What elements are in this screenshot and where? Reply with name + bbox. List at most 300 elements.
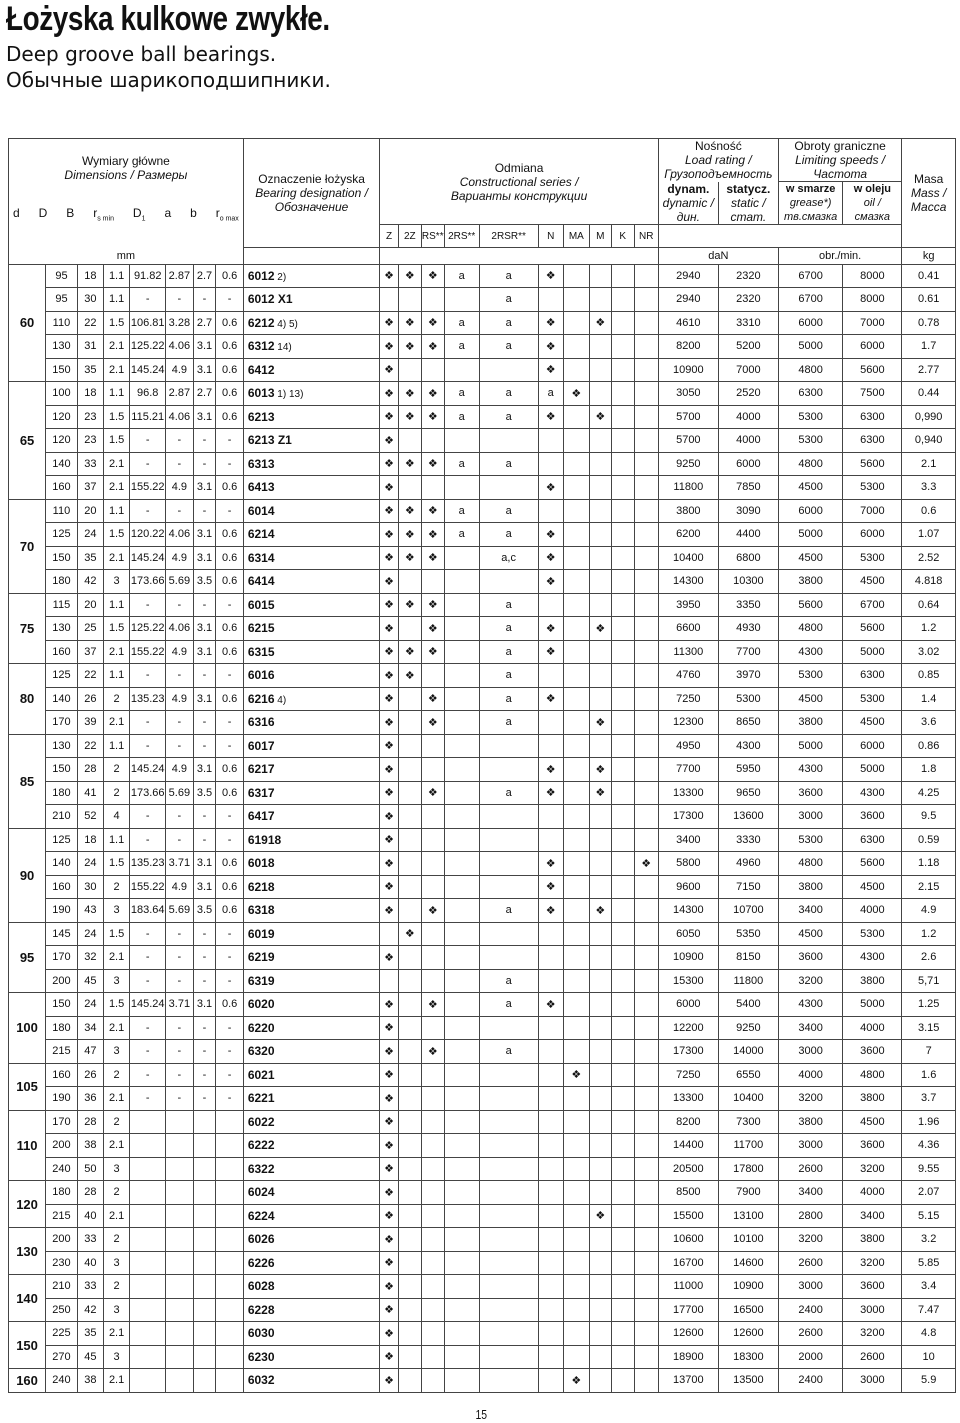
variant-cell: a xyxy=(479,311,538,335)
designation-note: 1) 13) xyxy=(274,389,304,401)
dim-b-cell: - xyxy=(193,828,216,852)
available-mark-icon: ❖ xyxy=(421,993,444,1017)
table-row xyxy=(9,1204,956,1228)
mass-cell: 3.7 xyxy=(902,1087,956,1111)
dim-b-cell: 28 xyxy=(77,1110,103,1134)
stat-cell: 4960 xyxy=(718,852,778,876)
dim-a-cell: - xyxy=(166,452,193,476)
dyn-cell: 3950 xyxy=(658,593,718,617)
dim-r-cell: 1.1 xyxy=(103,499,129,523)
variant-cell xyxy=(538,1298,563,1322)
dim-r-cell: 2 xyxy=(103,1275,129,1299)
dim-r-cell: 2.1 xyxy=(103,476,129,500)
dim-d1-cell xyxy=(130,1110,166,1134)
dim-a-cell: 4.06 xyxy=(166,335,193,359)
oil-cell: 4000 xyxy=(843,1016,902,1040)
variant-cell xyxy=(611,875,634,899)
grease-cell: 3800 xyxy=(778,875,842,899)
designation-code: 6015 xyxy=(247,597,275,612)
dim-d-cell: 125 xyxy=(46,523,78,547)
dim-d-cell: 210 xyxy=(46,805,78,829)
available-mark-icon: ❖ xyxy=(398,264,421,288)
designation-cell xyxy=(243,311,380,335)
oil-cell: 5000 xyxy=(843,640,902,664)
variant-cell xyxy=(479,1298,538,1322)
variant-cell xyxy=(398,1251,421,1275)
designation-cell xyxy=(243,570,380,594)
mass-cell: 4.36 xyxy=(902,1134,956,1158)
dim-a-cell: - xyxy=(166,969,193,993)
variant-cell xyxy=(538,1016,563,1040)
dim-b-cell: 23 xyxy=(77,429,103,453)
variant-cell xyxy=(589,1157,611,1181)
variant-cell xyxy=(563,335,589,359)
available-mark-icon: ❖ xyxy=(589,758,611,782)
dim-d-cell: 160 xyxy=(46,875,78,899)
variant-cell xyxy=(634,1345,658,1369)
dim-ro-cell xyxy=(216,1157,243,1181)
dim-d1-cell: - xyxy=(130,922,166,946)
speed-title: Obroty graniczne xyxy=(794,139,886,153)
dim-d1-cell: 106.81 xyxy=(130,311,166,335)
variant-cell xyxy=(563,852,589,876)
variant-cell xyxy=(634,499,658,523)
mass-cell: 2.52 xyxy=(902,546,956,570)
variant-cell xyxy=(398,734,421,758)
dim-r-cell: 2 xyxy=(103,875,129,899)
dim-d-cell: 170 xyxy=(46,711,78,735)
variant-cell xyxy=(563,687,589,711)
variant-cell xyxy=(398,1134,421,1158)
variant-cell xyxy=(563,1087,589,1111)
grease-cell: 4800 xyxy=(778,452,842,476)
variant-cell xyxy=(444,687,479,711)
dyn-cell: 6200 xyxy=(658,523,718,547)
dyn-cell: 4950 xyxy=(658,734,718,758)
designation-cell xyxy=(243,523,380,547)
variant-cell xyxy=(589,1040,611,1064)
variant-cell xyxy=(421,946,444,970)
stat-cell: 5950 xyxy=(718,758,778,782)
oil-cell: 4000 xyxy=(843,899,902,923)
unit-dan: daN xyxy=(658,248,778,265)
variant-cell xyxy=(611,570,634,594)
dim-ro-cell: - xyxy=(216,1063,243,1087)
variant-cell xyxy=(538,1204,563,1228)
dim-a-cell: 4.9 xyxy=(166,758,193,782)
variant-cell xyxy=(563,1251,589,1275)
available-mark-icon: ❖ xyxy=(538,852,563,876)
dim-b-cell: 38 xyxy=(77,1134,103,1158)
variant-cell xyxy=(421,288,444,312)
dim-a-cell: 4.9 xyxy=(166,546,193,570)
dim-d1-cell: - xyxy=(130,969,166,993)
oil-cell: 5600 xyxy=(843,617,902,641)
variant-cell xyxy=(398,1087,421,1111)
grease-cell: 5000 xyxy=(778,523,842,547)
designation-code: 61918 xyxy=(247,832,282,847)
speed-ru: Частота xyxy=(813,167,868,181)
dim-r-cell: 2.1 xyxy=(103,946,129,970)
variant-cell xyxy=(634,1369,658,1393)
dim-b-cell xyxy=(193,1298,216,1322)
available-mark-icon: ❖ xyxy=(421,546,444,570)
mass-cell: 0.78 xyxy=(902,311,956,335)
variant-cell xyxy=(398,476,421,500)
variant-cell xyxy=(589,1322,611,1346)
mass-cell: 5,71 xyxy=(902,969,956,993)
designation-code: 6213 Z1 xyxy=(247,433,292,448)
col-D: D xyxy=(38,206,48,221)
available-mark-icon: ❖ xyxy=(380,1134,399,1158)
variant-cell xyxy=(538,711,563,735)
bore-diameter-cell: 85 xyxy=(9,734,46,828)
bearings-table xyxy=(8,138,956,1393)
stat-cell: 11800 xyxy=(718,969,778,993)
grease-cell: 3600 xyxy=(778,781,842,805)
table-row xyxy=(9,358,956,382)
table-row xyxy=(9,546,956,570)
available-mark-icon: ❖ xyxy=(398,311,421,335)
dim-r-cell: 1.1 xyxy=(103,288,129,312)
variant-cell xyxy=(479,1016,538,1040)
dim-r-cell: 3 xyxy=(103,570,129,594)
unit-speed: obr./min. xyxy=(778,248,901,265)
stat-cell: 2320 xyxy=(718,264,778,288)
variant-cell xyxy=(611,499,634,523)
stat-cell: 14000 xyxy=(718,1040,778,1064)
dim-b-cell: 37 xyxy=(77,640,103,664)
dim-r-cell: 3 xyxy=(103,969,129,993)
available-mark-icon: ❖ xyxy=(563,382,589,406)
dim-ro-cell: - xyxy=(216,1040,243,1064)
variant-col-6: MA xyxy=(563,225,589,248)
available-mark-icon: ❖ xyxy=(380,1157,399,1181)
variant-cell xyxy=(563,593,589,617)
variant-cell xyxy=(421,1134,444,1158)
mass-cell: 1.07 xyxy=(902,523,956,547)
dim-r-cell: 2 xyxy=(103,1110,129,1134)
variant-cell xyxy=(634,1063,658,1087)
variant-cell xyxy=(611,1110,634,1134)
available-mark-icon: ❖ xyxy=(589,711,611,735)
dim-b-cell: 22 xyxy=(77,664,103,688)
available-mark-icon: ❖ xyxy=(398,664,421,688)
stat-header: statycz. static / стат. xyxy=(718,182,778,225)
variant-cell xyxy=(380,922,399,946)
designation-cell xyxy=(243,476,380,500)
dim-r-cell: 3 xyxy=(103,1157,129,1181)
variant-cell xyxy=(634,523,658,547)
available-mark-icon: ❖ xyxy=(380,264,399,288)
available-mark-icon: ❖ xyxy=(398,922,421,946)
table-row xyxy=(9,335,956,359)
dim-b-cell: 39 xyxy=(77,711,103,735)
variant-cell xyxy=(611,1087,634,1111)
dim-r-cell: 1.5 xyxy=(103,852,129,876)
dyn-cell: 10900 xyxy=(658,946,718,970)
dim-a-cell: - xyxy=(166,828,193,852)
variant-cell: a xyxy=(479,617,538,641)
designation-cell xyxy=(243,1040,380,1064)
variant-cell xyxy=(398,1181,421,1205)
variant-cell xyxy=(589,570,611,594)
variant-cell xyxy=(634,476,658,500)
dim-ro-cell: 0.6 xyxy=(216,617,243,641)
variant-cell xyxy=(563,1345,589,1369)
variant-col-5: N xyxy=(538,225,563,248)
oil-cell: 5000 xyxy=(843,758,902,782)
variant-cell xyxy=(611,452,634,476)
available-mark-icon: ❖ xyxy=(380,523,399,547)
stat-cell: 10400 xyxy=(718,1087,778,1111)
designation-cell xyxy=(243,993,380,1017)
variant-cell xyxy=(444,1275,479,1299)
dim-d1-cell: 96.8 xyxy=(130,382,166,406)
variant-cell xyxy=(538,1040,563,1064)
dim-a-cell: 4.9 xyxy=(166,476,193,500)
variant-cell xyxy=(611,1204,634,1228)
oil-cell: 4500 xyxy=(843,711,902,735)
table-row xyxy=(9,523,956,547)
dim-b-cell: 3.1 xyxy=(193,852,216,876)
dim-b-cell: 3.1 xyxy=(193,476,216,500)
dim-b-cell: 43 xyxy=(77,899,103,923)
grease-cell: 3000 xyxy=(778,1275,842,1299)
available-mark-icon: ❖ xyxy=(380,593,399,617)
designation-code: 6216 xyxy=(247,691,275,706)
bore-diameter-cell: 95 xyxy=(9,922,46,993)
dim-b-cell: 35 xyxy=(77,546,103,570)
oil-cell: 5600 xyxy=(843,852,902,876)
dim-a-cell: - xyxy=(166,499,193,523)
dim-b-cell: 23 xyxy=(77,405,103,429)
dim-d1-cell xyxy=(130,1181,166,1205)
variant-cell xyxy=(398,288,421,312)
variant-cell xyxy=(634,617,658,641)
stat-cell: 11700 xyxy=(718,1134,778,1158)
dim-r-cell: 3 xyxy=(103,1040,129,1064)
dim-a-cell xyxy=(166,1228,193,1252)
available-mark-icon: ❖ xyxy=(538,335,563,359)
stat-cell: 5400 xyxy=(718,993,778,1017)
table-row xyxy=(9,405,956,429)
dim-ro-cell: 0.6 xyxy=(216,405,243,429)
stat-cell: 5300 xyxy=(718,687,778,711)
variant-cell xyxy=(634,993,658,1017)
variant-cell xyxy=(398,993,421,1017)
variant-cell xyxy=(538,1134,563,1158)
designation-title: Oznaczenie łożyska xyxy=(258,172,365,186)
variant-cell xyxy=(589,1063,611,1087)
designation-cell xyxy=(243,1016,380,1040)
oil-cell: 5600 xyxy=(843,358,902,382)
available-mark-icon: ❖ xyxy=(398,546,421,570)
dim-r-cell: 2.1 xyxy=(103,1322,129,1346)
dim-ro-cell: 0.6 xyxy=(216,875,243,899)
variant-cell: a xyxy=(444,264,479,288)
grease-cell: 5600 xyxy=(778,593,842,617)
dim-ro-cell: - xyxy=(216,946,243,970)
variant-cell: a xyxy=(479,899,538,923)
available-mark-icon: ❖ xyxy=(538,993,563,1017)
table-row xyxy=(9,922,956,946)
variant-cell xyxy=(538,1157,563,1181)
dyn-cell: 7250 xyxy=(658,687,718,711)
mass-cell: 4.818 xyxy=(902,570,956,594)
page-subtitle-en: Deep groove ball bearings. xyxy=(6,42,277,66)
oil-cell: 5000 xyxy=(843,993,902,1017)
mass-cell: 3.15 xyxy=(902,1016,956,1040)
dyn-cell: 6050 xyxy=(658,922,718,946)
available-mark-icon: ❖ xyxy=(398,452,421,476)
dim-ro-cell: - xyxy=(216,734,243,758)
dim-r-cell: 2.1 xyxy=(103,546,129,570)
dim-d-cell: 150 xyxy=(46,758,78,782)
variant-cell xyxy=(538,1369,563,1393)
available-mark-icon: ❖ xyxy=(563,1063,589,1087)
variant-cell: a xyxy=(444,452,479,476)
dim-a-cell: - xyxy=(166,288,193,312)
designation-cell xyxy=(243,969,380,993)
oil-cell: 3000 xyxy=(843,1298,902,1322)
dim-a-cell: 5.69 xyxy=(166,570,193,594)
dim-a-cell: - xyxy=(166,805,193,829)
variant-cell xyxy=(611,687,634,711)
dim-b-cell: - xyxy=(193,1016,216,1040)
designation-cell xyxy=(243,1369,380,1393)
col-D1: $D_1$ xyxy=(132,206,146,223)
dim-d1-cell xyxy=(130,1345,166,1369)
dim-b-cell: 45 xyxy=(77,969,103,993)
variant-cell xyxy=(563,264,589,288)
dim-ro-cell xyxy=(216,1322,243,1346)
designation-code: 6224 xyxy=(247,1208,275,1223)
stat-cell: 7900 xyxy=(718,1181,778,1205)
variant-cell xyxy=(563,993,589,1017)
dim-d-cell: 170 xyxy=(46,1110,78,1134)
dim-d1-cell: - xyxy=(130,946,166,970)
dyn-cell: 13300 xyxy=(658,781,718,805)
dim-ro-cell: 0.6 xyxy=(216,335,243,359)
variant-cell xyxy=(589,875,611,899)
dyn-cell: 10400 xyxy=(658,546,718,570)
variant-cell xyxy=(589,476,611,500)
table-row xyxy=(9,711,956,735)
dim-b-cell: 24 xyxy=(77,523,103,547)
dim-b-cell: - xyxy=(193,946,216,970)
variant-cell: a xyxy=(538,382,563,406)
dim-r-cell: 1.5 xyxy=(103,311,129,335)
grease-cell: 4300 xyxy=(778,640,842,664)
available-mark-icon: ❖ xyxy=(380,499,399,523)
bore-diameter-cell: 105 xyxy=(9,1063,46,1110)
variant-cell xyxy=(538,452,563,476)
dim-ro-cell: - xyxy=(216,288,243,312)
bore-diameter-cell: 75 xyxy=(9,593,46,664)
variant-cell xyxy=(479,828,538,852)
dim-d1-cell: 173.66 xyxy=(130,570,166,594)
dim-ro-cell xyxy=(216,1369,243,1393)
mass-cell: 1.4 xyxy=(902,687,956,711)
table-row xyxy=(9,781,956,805)
dim-r-cell: 1.5 xyxy=(103,617,129,641)
available-mark-icon: ❖ xyxy=(380,1298,399,1322)
dim-d1-cell: - xyxy=(130,1040,166,1064)
dim-a-cell: - xyxy=(166,1087,193,1111)
designation-cell xyxy=(243,1345,380,1369)
variant-cell xyxy=(611,288,634,312)
speed-header xyxy=(778,139,901,182)
col-B: B xyxy=(66,206,75,221)
dyn-cell: 8200 xyxy=(658,1110,718,1134)
dim-b-cell: 47 xyxy=(77,1040,103,1064)
variant-cell xyxy=(444,734,479,758)
variant-cell xyxy=(398,828,421,852)
variant-cell xyxy=(479,1134,538,1158)
available-mark-icon: ❖ xyxy=(538,899,563,923)
dim-a-cell: - xyxy=(166,664,193,688)
dim-b-cell: 24 xyxy=(77,852,103,876)
stat-cell: 14600 xyxy=(718,1251,778,1275)
mass-en: Mass / xyxy=(910,186,947,200)
dim-d-cell: 180 xyxy=(46,1016,78,1040)
dim-r-cell: 2 xyxy=(103,1228,129,1252)
dim-ro-cell: 0.6 xyxy=(216,993,243,1017)
variant-cell xyxy=(634,1228,658,1252)
dim-d1-cell: 125.22 xyxy=(130,335,166,359)
variant-cell xyxy=(479,1181,538,1205)
variant-cell xyxy=(589,1275,611,1299)
available-mark-icon: ❖ xyxy=(380,781,399,805)
dyn-cell: 5700 xyxy=(658,405,718,429)
designation-code: 6317 xyxy=(247,785,275,800)
variant-cell xyxy=(444,358,479,382)
available-mark-icon: ❖ xyxy=(380,758,399,782)
dim-b-cell: 42 xyxy=(77,1298,103,1322)
dim-b-cell: 40 xyxy=(77,1204,103,1228)
available-mark-icon: ❖ xyxy=(398,523,421,547)
variant-cell xyxy=(611,546,634,570)
designation-code: 6212 xyxy=(247,315,275,330)
available-mark-icon: ❖ xyxy=(538,311,563,335)
dim-b-cell xyxy=(193,1369,216,1393)
designation-code: 6217 xyxy=(247,762,275,777)
dim-b-cell: 33 xyxy=(77,452,103,476)
dim-b-cell xyxy=(193,1345,216,1369)
variant-cell xyxy=(611,922,634,946)
designation-code: 6318 xyxy=(247,903,275,918)
bore-diameter-cell: 90 xyxy=(9,828,46,922)
variant-cell xyxy=(398,1345,421,1369)
dim-ro-cell: 0.6 xyxy=(216,899,243,923)
variant-cell xyxy=(421,1251,444,1275)
designation-cell xyxy=(243,1322,380,1346)
variant-cell xyxy=(444,711,479,735)
variant-cell xyxy=(611,640,634,664)
dim-d1-cell: - xyxy=(130,452,166,476)
bore-diameter-cell: 150 xyxy=(9,1322,46,1369)
col-r: $r_{s min}$ xyxy=(93,206,114,223)
table-row xyxy=(9,946,956,970)
table-row xyxy=(9,1275,956,1299)
designation-code: 6220 xyxy=(247,1020,275,1035)
dim-d1-cell: 125.22 xyxy=(130,617,166,641)
available-mark-icon: ❖ xyxy=(421,523,444,547)
variant-cell: a xyxy=(444,382,479,406)
variant-cell xyxy=(611,1345,634,1369)
variant-cell xyxy=(398,1110,421,1134)
